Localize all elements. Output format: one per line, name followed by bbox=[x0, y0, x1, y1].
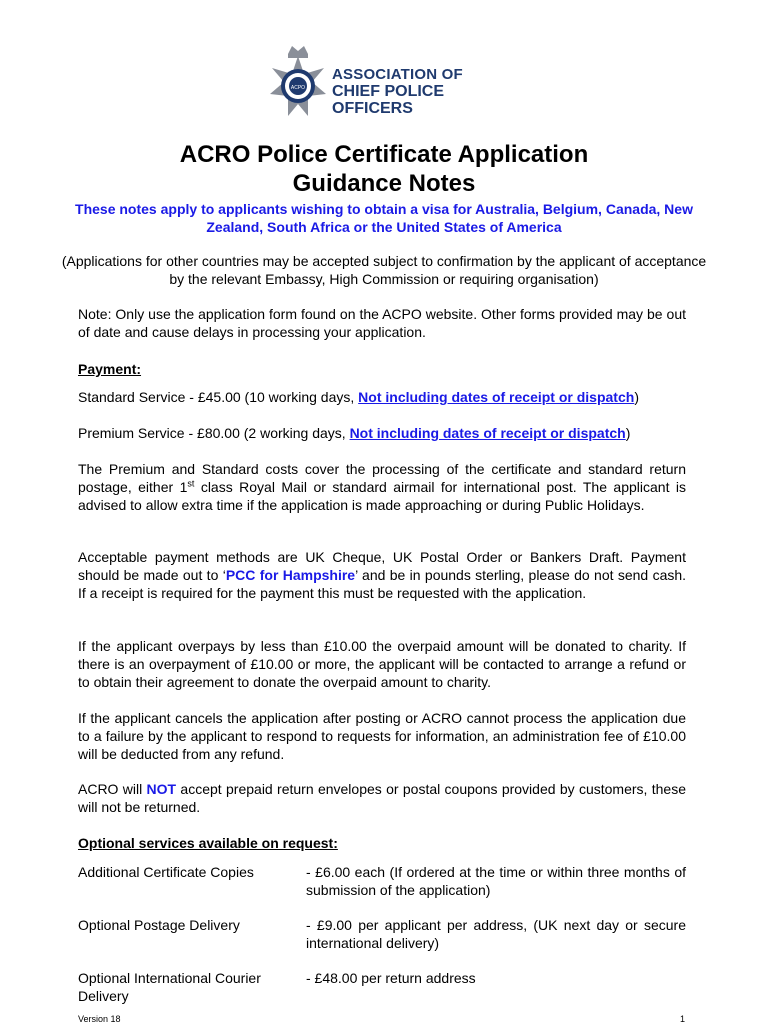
page-number: 1 bbox=[680, 1014, 686, 1024]
costs-text-1: The Premium and Standard costs cover the processing of the certificate and standard return postage, either 1 bbox=[78, 461, 686, 495]
ordinal-suffix: st bbox=[187, 478, 195, 489]
service-value: - £9.00 per applicant per address, (UK next day or secure international delivery) bbox=[306, 917, 686, 951]
exclusion-link-standard[interactable]: Not including dates of receipt or dispatch bbox=[358, 389, 635, 405]
payee-name: PCC for Hampshire bbox=[225, 567, 356, 583]
close-paren: ) bbox=[625, 425, 631, 441]
title-line-2: Guidance Notes bbox=[292, 170, 476, 197]
service-name: Additional Certificate Copies bbox=[78, 864, 254, 880]
acpo-logo bbox=[268, 40, 508, 120]
envelopes-text: accept prepaid return envelopes or postal coupons provided by customers, these will not be returned. bbox=[78, 781, 686, 815]
service-value: - £48.00 per return address bbox=[306, 970, 476, 986]
methods-text-2: ’ and be in pounds sterling, please do not send cash. If a receipt is required for the payment this must be requested with the application. bbox=[78, 567, 687, 601]
service-name: Optional International Courier Delivery bbox=[78, 970, 261, 1004]
logo-line-1: ASSOCIATION OF bbox=[332, 66, 463, 83]
costs-text-2: class Royal Mail or standard airmail for international post. The applicant is advised to allow extra time if the application is made approaching or during Public Holidays. bbox=[78, 479, 686, 513]
premium-service-label: Premium Service - bbox=[78, 425, 194, 441]
premium-service-price: £80.00 (2 working days, bbox=[193, 425, 350, 441]
overpayment-paragraph: If the applicant overpays by less than £10.00 the overpaid amount will be donated to charity. If there is an overpayment of £10.00 or more, the applicant will be contacted to arrange a refund or to obtain their agreement to donate the overpaid amount to charity. bbox=[78, 638, 686, 690]
logo-line-2: CHIEF POLICE OFFICERS bbox=[332, 83, 445, 117]
standard-service-line bbox=[78, 388, 686, 406]
envelopes-paragraph bbox=[78, 780, 686, 816]
police-badge-icon bbox=[268, 40, 328, 120]
standard-service-price: £45.00 (10 working days, bbox=[193, 389, 359, 405]
payment-methods-paragraph bbox=[78, 548, 686, 602]
applicable-countries-notice: These notes apply to applicants wishing to obtain a visa for Australia, Belgium, Canada, New Zealand, South Africa or the United States of America bbox=[75, 201, 693, 235]
service-name: Optional Postage Delivery bbox=[78, 917, 240, 933]
premium-service-line bbox=[78, 424, 686, 442]
other-countries-note: (Applications for other countries may be accepted subject to confirmation by the applicant of acceptance by the relevant Embassy, High Commission or requiring organisation) bbox=[61, 253, 707, 287]
form-source-note: Note: Only use the application form found on the ACPO website. Other forms provided may be out of date and cause delays in processing your application. bbox=[78, 306, 686, 340]
version-label: Version 18 bbox=[78, 1014, 121, 1024]
exclusion-link-premium[interactable]: Not including dates of receipt or dispatch bbox=[349, 425, 626, 441]
standard-service-label: Standard Service - bbox=[78, 389, 194, 405]
close-paren: ) bbox=[634, 389, 639, 405]
methods-text-1: Acceptable payment methods are UK Cheque, UK Postal Order or Bankers Draft. Payment should be made out to ‘ bbox=[78, 549, 686, 583]
service-value: - £6.00 each (If ordered at the time or within three months of submission of the application) bbox=[306, 864, 686, 898]
logo-wordmark bbox=[332, 66, 508, 117]
payment-heading: Payment: bbox=[78, 361, 142, 377]
cancellation-paragraph: If the applicant cancels the application after posting or ACRO cannot process the application due to a failure by the applicant to respond to requests for information, an administration fee of £10.00 will be deducted from any refund. bbox=[78, 710, 686, 762]
page-title bbox=[0, 140, 768, 198]
acro-will-text: ACRO will bbox=[78, 781, 147, 797]
badge-text: ACPO bbox=[290, 85, 306, 91]
costs-paragraph bbox=[78, 460, 686, 514]
optional-services-heading: Optional services available on request: bbox=[78, 835, 338, 851]
not-emphasis: NOT bbox=[146, 781, 177, 797]
title-line-1: ACRO Police Certificate Application bbox=[179, 141, 589, 168]
